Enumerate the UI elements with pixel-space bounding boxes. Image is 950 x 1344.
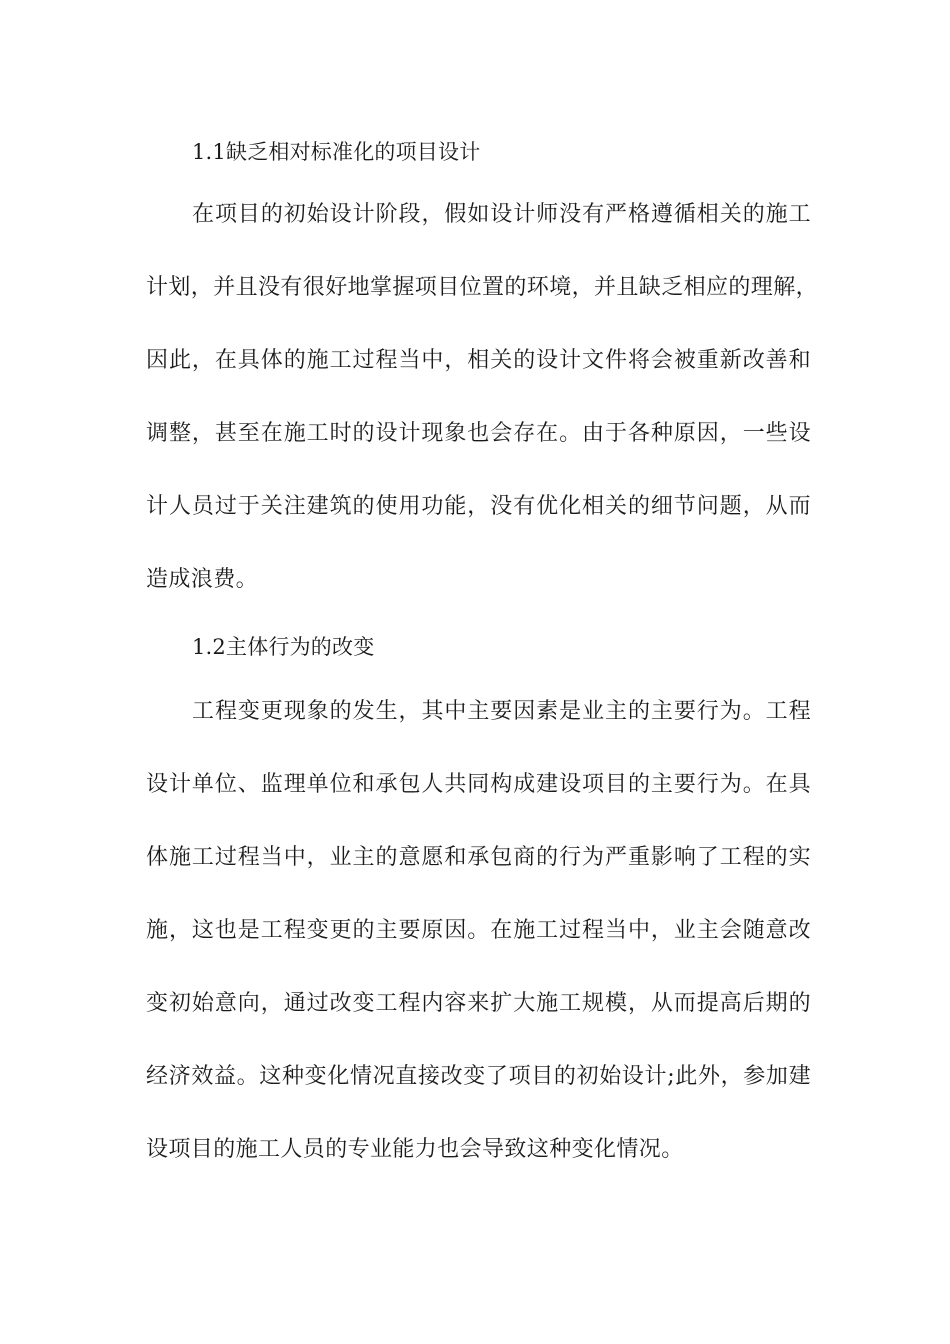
section-heading-1-2: 1.2主体行为的改变: [192, 635, 375, 659]
paragraph-line: 因此，在具体的施工过程当中，相关的设计文件将会被重新改善和: [146, 348, 811, 373]
paragraph-line: 在项目的初始设计阶段，假如设计师没有严格遵循相关的施工: [192, 202, 811, 227]
paragraph-line: 体施工过程当中，业主的意愿和承包商的行为严重影响了工程的实: [146, 845, 811, 870]
paragraph-line: 工程变更现象的发生，其中主要因素是业主的主要行为。工程: [192, 699, 811, 724]
paragraph-line: 调整，甚至在施工时的设计现象也会存在。由于各种原因，一些设: [146, 421, 811, 446]
paragraph-line: 变初始意向，通过改变工程内容来扩大施工规模，从而提高后期的: [146, 991, 811, 1016]
paragraph-line: 计划，并且没有很好地掌握项目位置的环境，并且缺乏相应的理解，: [146, 275, 819, 300]
paragraph-line: 计人员过于关注建筑的使用功能，没有优化相关的细节问题，从而: [146, 494, 811, 519]
paragraph-line: 造成浪费。: [146, 567, 259, 592]
paragraph-line: 经济效益。这种变化情况直接改变了项目的初始设计;此外，参加建: [146, 1064, 811, 1089]
section-heading-1-1: 1.1缺乏相对标准化的项目设计: [192, 140, 481, 164]
paragraph-line: 设项目的施工人员的专业能力也会导致这种变化情况。: [146, 1137, 684, 1162]
paragraph-line: 设计单位、监理单位和承包人共同构成建设项目的主要行为。在具: [146, 772, 811, 797]
paragraph-line: 施，这也是工程变更的主要原因。在施工过程当中，业主会随意改: [146, 918, 811, 943]
